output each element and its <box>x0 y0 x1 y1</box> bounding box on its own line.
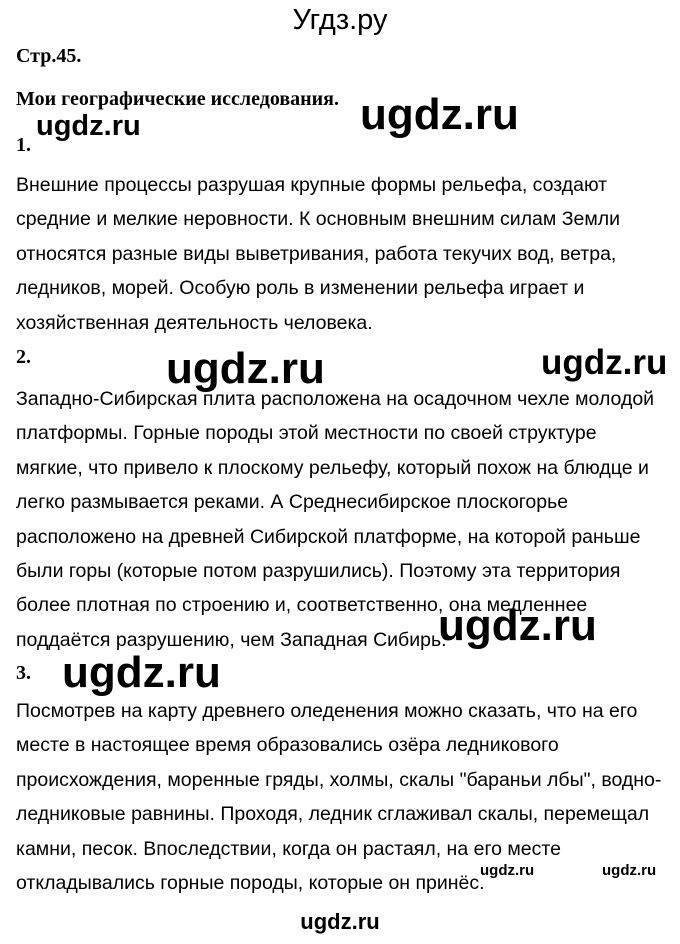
task-number-2: 2. <box>16 346 31 368</box>
watermark: ugdz.ru <box>360 90 519 139</box>
watermark: ugdz.ru <box>438 601 597 650</box>
watermark: ugdz.ru <box>602 862 657 879</box>
task-number-3: 3. <box>16 662 31 684</box>
answer-line: хозяйственная деятельность человека. <box>16 311 373 334</box>
watermark: ugdz.ru <box>36 110 141 142</box>
watermark: ugdz.ru <box>166 344 325 393</box>
answer-line: платформы. Горные породы этой местности по своей структуре <box>16 422 597 445</box>
answer-line: средние и мелкие неровности. К основным внешним силам Земли <box>16 208 621 231</box>
answer-line: откладывались горные породы, которые он принёс. <box>16 872 485 895</box>
answer-line: расположено на древней Сибирской платформе, на которой раньше <box>16 525 641 548</box>
answer-line: относятся разные виды выветривания, работа текучих вод, ветра, <box>16 242 617 265</box>
watermark: ugdz.ru <box>480 862 535 879</box>
answer-line: месте в настоящее время образовались озёра ледникового <box>16 734 559 757</box>
answer-line: поддаётся разрушению, чем Западная Сибирь. <box>16 628 447 651</box>
answer-line: легко размывается реками. А Среднесибирское плоскогорье <box>16 491 569 514</box>
answer-line: Внешние процессы разрушая крупные формы рельефа, создают <box>16 174 608 196</box>
answer-line: Западно-Сибирская плита расположена на осадочном чехле молодой <box>16 388 655 410</box>
answer-line: ледников, морей. Особую роль в изменении рельефа играет и <box>16 277 585 300</box>
site-header: Угдз.ру <box>292 4 388 36</box>
task-1-answer <box>16 168 676 340</box>
answer-line: мягкие, что привело к плоскому рельефу, который похож на блюдце и <box>16 456 649 479</box>
task-number-1: 1. <box>16 134 31 156</box>
answer-line: происхождения, моренные гряды, холмы, скалы "бараньи лбы", водно- <box>16 768 662 791</box>
answer-line: камни, песок. Впоследствии, когда он растаял, на его месте <box>16 837 561 860</box>
answer-line: более плотная по строению и, соответственно, она медленнее <box>16 594 588 617</box>
answer-line: ледниковые равнины. Проходя, ледник сглаживал скалы, перемещал <box>16 803 650 826</box>
watermark: ugdz.ru <box>62 648 221 697</box>
task-3-answer <box>16 694 676 900</box>
page-number: Стр.45. <box>16 45 82 67</box>
answer-line: были горы (которые потом разрушились). Поэтому эта территория <box>16 560 621 583</box>
footer-watermark: ugdz.ru <box>300 909 380 934</box>
watermark: ugdz.ru <box>541 343 668 382</box>
section-title: Мои географические исследования. <box>16 88 339 110</box>
answer-line: Посмотрев на карту древнего оледенения можно сказать, что на его <box>16 700 638 722</box>
